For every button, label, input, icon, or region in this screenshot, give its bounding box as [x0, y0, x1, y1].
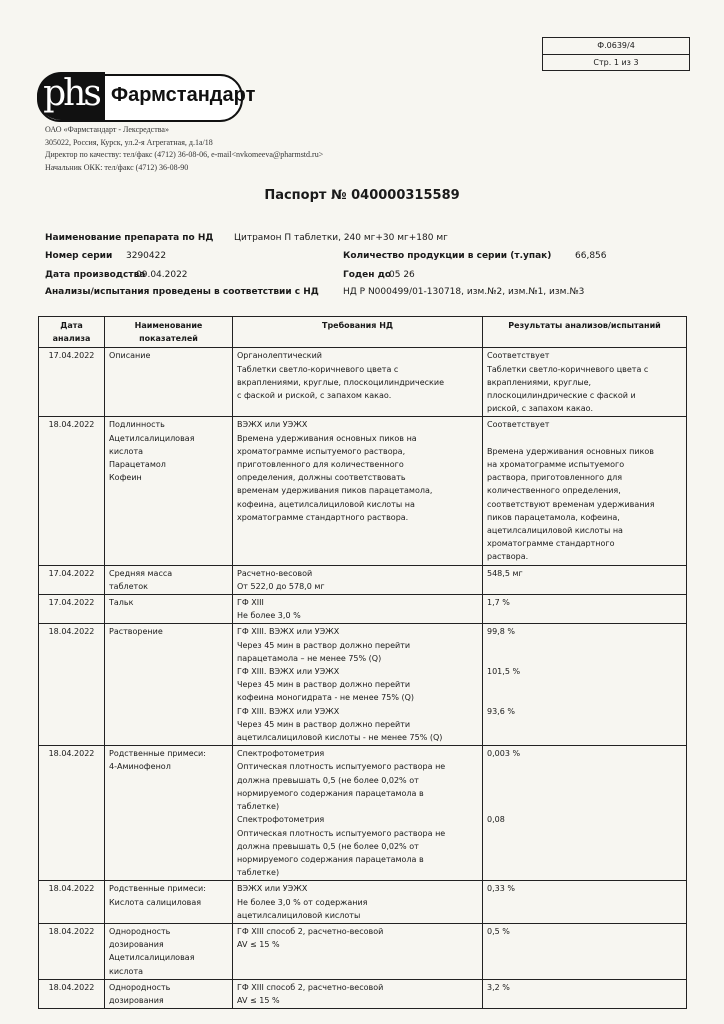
indicator-name-line: Ацетилсалициловая [109, 433, 195, 443]
indicator-name-line: Однородность [109, 926, 171, 936]
indicator-name [105, 979, 233, 1008]
test-result-line: риской, с запахом какао. [487, 404, 594, 414]
table-row [39, 595, 687, 624]
table-header-row [39, 317, 687, 348]
table-row [39, 348, 687, 417]
nd-requirement-line: Спектрофотометрия [237, 749, 325, 759]
page-title: Паспорт № 040000315589 [264, 188, 460, 203]
nd-requirement [233, 624, 483, 746]
nd-requirement-line: Оптическая плотность испытуемого раствора не [237, 762, 446, 772]
indicator-name-line: Кислота салициловая [109, 897, 202, 907]
test-result-line [487, 787, 682, 800]
nd-requirement-line: Времена удерживания основных пиков на [237, 433, 417, 443]
quantity-value: 66,856 [575, 251, 607, 261]
test-result-line: 548,5 мг [487, 568, 523, 578]
test-result-line: 0,003 % [487, 749, 521, 759]
indicator-name-line: Кофеин [109, 473, 142, 483]
nd-requirement [233, 417, 483, 565]
nd-requirement [233, 881, 483, 924]
indicator-name-line: Родственные примеси: [109, 749, 206, 759]
indicator-name-line: Растворение [109, 627, 163, 637]
test-result-line: раствора, приготовленного для [487, 473, 623, 483]
nd-requirement-line: нормируемого содержания парацетамола в [237, 788, 424, 798]
header-results: Результаты анализов/испытаний [483, 317, 687, 348]
nd-requirement-line: ВЭЖХ или УЭЖХ [237, 884, 308, 894]
company-address: 305022, Россия, Курск, ул.2-я Агрегатная, д.1а/18 [45, 137, 213, 147]
expiry-value: 05 26 [389, 270, 415, 280]
test-result-line: 1,7 % [487, 598, 510, 608]
nd-requirement-line: Не более 3,0 % [237, 611, 301, 621]
nd-requirement-line: Органолептический [237, 351, 323, 361]
indicator-name-line: Средняя масса [109, 568, 173, 578]
nd-requirement-line: ГФ XIII. ВЭЖХ или УЭЖХ [237, 627, 340, 637]
indicator-name-line: Родственные примеси: [109, 884, 206, 894]
indicator-name [105, 881, 233, 924]
test-result [483, 979, 687, 1008]
nd-requirement-line: хроматограмме испытуемого раствора, [237, 446, 406, 456]
indicator-name-line: дозирования [109, 940, 164, 950]
indicator-name [105, 595, 233, 624]
test-result-line [487, 691, 682, 704]
indicator-name-line: таблеток [109, 581, 148, 591]
indicator-name-line: Тальк [109, 598, 134, 608]
indicator-name [105, 624, 233, 746]
test-result-line: 93,6 % [487, 706, 515, 716]
indicator-name-line: дозирования [109, 995, 164, 1005]
nd-requirement-line: определения, должны соответствовать [237, 473, 406, 483]
indicator-name-line: кислота [109, 446, 143, 456]
test-result-line: раствора. [487, 552, 529, 562]
nd-requirement-line: таблетке) [237, 802, 280, 812]
nd-requirement-line: Таблетки светло-коричневого цвета с [237, 364, 399, 374]
results-table [38, 316, 687, 1009]
table-row [39, 746, 687, 881]
tests-value: НД Р N000499/01-130718, изм.№2, изм.№1, изм.№3 [343, 287, 585, 297]
production-date-value: 09.04.2022 [136, 270, 188, 280]
test-result-line: 0,5 % [487, 926, 510, 936]
table-row [39, 881, 687, 924]
nd-requirement-line: должна превышать 0,5 (не более 0,02% от [237, 775, 419, 785]
test-result-line [487, 652, 682, 665]
nd-requirement-line: кофеина, ацетилсалициловой кислоты на [237, 499, 415, 509]
test-result-line [487, 639, 682, 652]
page-number: Стр. 1 из 3 [543, 54, 689, 71]
table-row [39, 565, 687, 594]
drug-label: Наименование препарата по НД [45, 233, 214, 243]
nd-requirement-line: кофеина моногидрата - не менее 75% (Q) [237, 693, 414, 703]
test-result-line: Таблетки светло-коричневого цвета с [487, 364, 649, 374]
indicator-name-line: 4-Аминофенол [109, 762, 171, 772]
nd-requirement [233, 746, 483, 881]
nd-requirement-line: Спектрофотометрия [237, 815, 325, 825]
test-result [483, 881, 687, 924]
nd-requirement-line: Расчетно-весовой [237, 568, 313, 578]
test-result-line: соответствуют временам удерживания [487, 499, 655, 509]
table-row [39, 979, 687, 1008]
analysis-date: 18.04.2022 [39, 746, 105, 881]
nd-requirement-line: ГФ XIII. ВЭЖХ или УЭЖХ [237, 667, 340, 677]
test-result-line: 99,8 % [487, 627, 515, 637]
analysis-date: 18.04.2022 [39, 881, 105, 924]
nd-requirement-line: ацетилсалициловой кислоты - не менее 75% (Q) [237, 733, 443, 743]
nd-requirement-line: AV ≤ 15 % [237, 995, 280, 1005]
nd-requirement-line: хроматограмме стандартного раствора. [237, 512, 409, 522]
header-requirements: Требования НД [233, 317, 483, 348]
nd-requirement-line: Через 45 мин в раствор должно перейти [237, 680, 411, 690]
indicator-name [105, 746, 233, 881]
nd-requirement [233, 923, 483, 979]
nd-requirement-line: с фаской и риской, с запахом какао. [237, 391, 392, 401]
nd-requirement-line: парацетамола – не менее 75% (Q) [237, 653, 382, 663]
analysis-date: 18.04.2022 [39, 923, 105, 979]
logo-name: Фармстандарт [111, 84, 256, 106]
nd-requirement-line: временам удерживания пиков парацетамола, [237, 486, 433, 496]
indicator-name-line: Подлинность [109, 420, 165, 430]
analysis-date: 18.04.2022 [39, 979, 105, 1008]
test-result-line: 0,08 [487, 815, 505, 825]
analysis-date: 17.04.2022 [39, 348, 105, 417]
indicator-name-line: Однородность [109, 982, 171, 992]
quality-director-contact: Директор по качеству: тел/факс (4712) 36-08-06, e-mail<nvkomeeva@pharmstd.ru> [45, 150, 324, 159]
analysis-date: 17.04.2022 [39, 565, 105, 594]
test-result-line: пиков парацетамола, кофеина, [487, 512, 620, 522]
indicator-name-line: Ацетилсалициловая [109, 953, 195, 963]
logo-mark: phs [37, 72, 105, 120]
indicator-name [105, 565, 233, 594]
company-info [45, 124, 323, 174]
analysis-date: 17.04.2022 [39, 595, 105, 624]
okk-head-contact: Начальник ОКК: тел/факс (4712) 36-08-90 [45, 162, 189, 172]
test-result-line: Соответствует [487, 420, 550, 430]
expiry-label: Годен до [343, 270, 392, 280]
nd-requirement-line: должна превышать 0,5 (не более 0,02% от [237, 841, 419, 851]
nd-requirement-line: ВЭЖХ или УЭЖХ [237, 420, 308, 430]
test-result-line: вкраплениями, круглые, [487, 377, 592, 387]
nd-requirement-line: приготовленного для количественного [237, 460, 404, 470]
nd-requirement-line: Через 45 мин в раствор должно перейти [237, 719, 411, 729]
company-name: ОАО «Фармстандарт - Лексредства» [45, 125, 169, 134]
analysis-date: 18.04.2022 [39, 417, 105, 565]
test-result [483, 595, 687, 624]
nd-requirement-line: вкраплениями, круглые, плоскоцилиндрические [237, 377, 444, 387]
test-result-line: плоскоцилиндрические с фаской и [487, 391, 636, 401]
indicator-name [105, 417, 233, 565]
analysis-date: 18.04.2022 [39, 624, 105, 746]
indicator-name [105, 923, 233, 979]
test-result-line [487, 432, 682, 445]
nd-requirement-line: ГФ XIII [237, 598, 264, 608]
test-result [483, 746, 687, 881]
series-value: 3290422 [126, 251, 167, 261]
series-label: Номер серии [45, 251, 113, 261]
quantity-label: Количество продукции в серии (т.упак) [343, 251, 552, 261]
nd-requirement-line: ГФ XIII способ 2, расчетно-весовой [237, 926, 384, 936]
nd-requirement-line: ГФ XIII способ 2, расчетно-весовой [237, 982, 384, 992]
nd-requirement [233, 595, 483, 624]
table-row [39, 417, 687, 565]
nd-requirement-line: ГФ XIII. ВЭЖХ или УЭЖХ [237, 706, 340, 716]
tests-label: Анализы/испытания проведены в соответствии с НД [45, 287, 319, 297]
test-result [483, 348, 687, 417]
nd-requirement-line: таблетке) [237, 868, 280, 878]
test-result [483, 624, 687, 746]
nd-requirement-line: AV ≤ 15 % [237, 940, 280, 950]
test-result-line [487, 760, 682, 773]
nd-requirement-line: Не более 3,0 % от содержания [237, 897, 368, 907]
indicator-name [105, 348, 233, 417]
table-row [39, 624, 687, 746]
test-result [483, 565, 687, 594]
test-result [483, 923, 687, 979]
test-result-line: 101,5 % [487, 667, 521, 677]
nd-requirement-line: От 522,0 до 578,0 мг [237, 581, 325, 591]
form-code-box [542, 37, 690, 71]
test-result-line: хроматограмме стандартного [487, 539, 615, 549]
test-result-line: 3,2 % [487, 982, 510, 992]
test-result-line: Времена удерживания основных пиков [487, 446, 655, 456]
nd-requirement-line: Через 45 мин в раствор должно перейти [237, 640, 411, 650]
table-row [39, 923, 687, 979]
test-result [483, 417, 687, 565]
test-result-line [487, 800, 682, 813]
pharmstandard-logo [37, 72, 256, 122]
test-result-line: на хроматограмме испытуемого [487, 460, 625, 470]
nd-requirement [233, 565, 483, 594]
test-result-line [487, 774, 682, 787]
test-result-line: 0,33 % [487, 884, 515, 894]
nd-requirement [233, 348, 483, 417]
test-result-line: ацетилсалициловой кислоты на [487, 526, 623, 536]
drug-value: Цитрамон П таблетки, 240 мг+30 мг+180 мг [234, 233, 448, 243]
nd-requirement-line: нормируемого содержания парацетамола в [237, 854, 424, 864]
nd-requirement-line: ацетилсалициловой кислоты [237, 910, 361, 920]
indicator-name-line: Описание [109, 351, 151, 361]
header-indicator: Наименование показателей [105, 317, 233, 348]
test-result-line: Соответствует [487, 351, 550, 361]
test-result-line [487, 678, 682, 691]
production-date-label: Дата производства [45, 270, 146, 280]
nd-requirement-line: Оптическая плотность испытуемого раствора не [237, 828, 446, 838]
indicator-name-line: Парацетамол [109, 460, 166, 470]
header-date: Дата анализа [39, 317, 105, 348]
indicator-name-line: кислота [109, 966, 143, 976]
test-result-line: количественного определения, [487, 486, 621, 496]
form-code: Ф.0639/4 [597, 41, 635, 50]
nd-requirement [233, 979, 483, 1008]
